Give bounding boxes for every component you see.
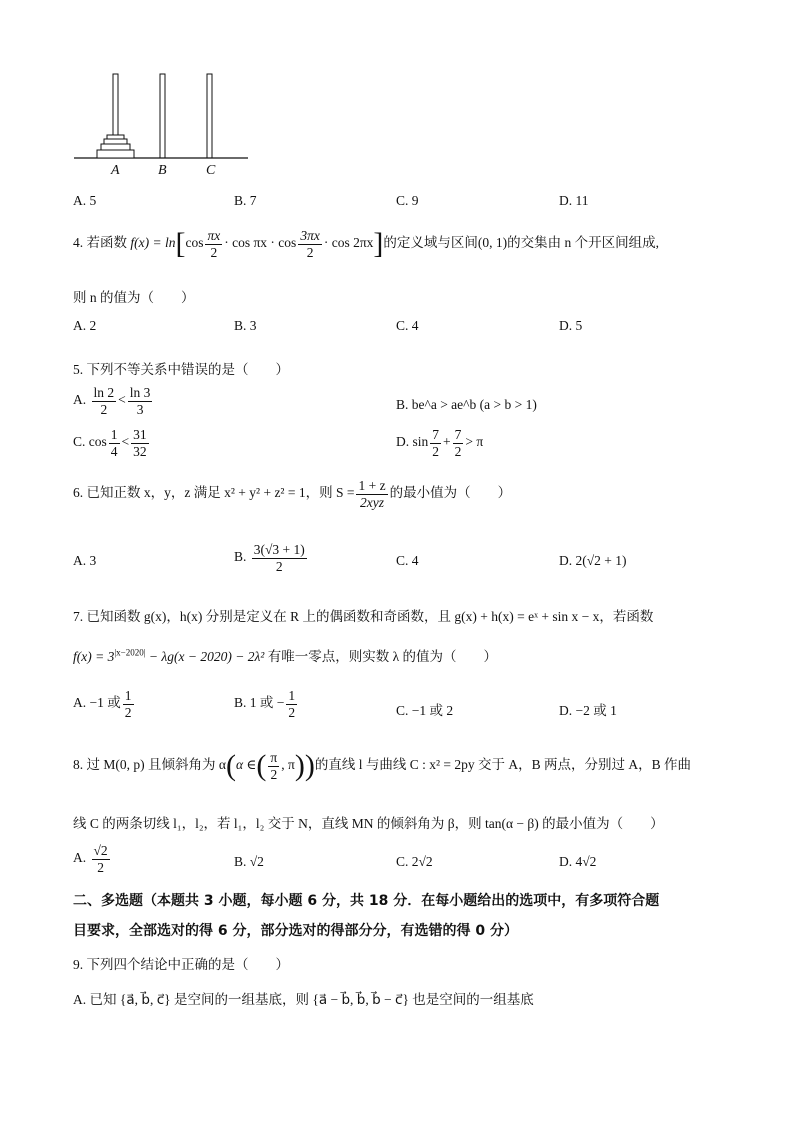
q6-option-b: B. $\frac{3(√3 + 1)}{2}$ xyxy=(234,542,305,574)
q5-option-a: A. $\frac{\ln 2}{2}$ < $\frac{\ln 3}{3}$ xyxy=(73,385,151,417)
q7-option-c: C. −1 或 2 xyxy=(396,703,454,718)
q9-stem: 9. 下列四个结论中正确的是（ ） xyxy=(73,957,289,972)
q3-option-d: D. 11 xyxy=(559,193,589,208)
peg-label-b: B xyxy=(158,163,167,178)
q7-line1: 7. 已知函数 g(x)，h(x) 分别是定义在 R 上的偶函数和奇函数，且 g(x) + h(x) = eˣ + sin x − x，若函数 xyxy=(73,609,654,624)
q4-line2: 则 n 的值为（ ） xyxy=(73,290,195,305)
peg-c xyxy=(207,74,212,158)
peg-label-c: C xyxy=(206,163,216,178)
disk xyxy=(104,139,127,144)
disk xyxy=(97,150,134,158)
q8-line2: 线 C 的两条切线 l₁，l₂，若 l₁，l₂ 交于 N，直线 MN 的倾斜角为 β，则 tan(α − β) 的最小值为（ ） xyxy=(73,816,664,831)
q8-option-b: B. √2 xyxy=(234,854,264,869)
section2-heading-line2: 目要求，全部选对的得 6 分，部分选对的得部分分，有选错的得 0 分） xyxy=(73,923,518,939)
hanoi-figure xyxy=(70,70,255,180)
q4-option-c: C. 4 xyxy=(396,318,419,333)
q6-stem: 6. 已知正数 x，y，z 满足 x² + y² + z² = 1，则 S = $\frac{1 + z}{\text{2xyz}}$ 的最小值为（ ） xyxy=(73,478,512,510)
q8-stem: 8. 过 M(0, p) 且倾斜角为 α(α ∈( $\frac{\pi}{2}$ , π))的直线 l 与曲线 C : x² = 2py 交于 A，B 两点，分别过 A，B 作曲 xyxy=(73,749,692,783)
q6-option-c: C. 4 xyxy=(396,553,419,568)
disk xyxy=(101,144,130,150)
q6-option-d: D. 2(√2 + 1) xyxy=(559,553,627,568)
q7-line2: $f(x) = 3^{|x-2020|} - \lambda g(x - 2020) - 2\lambda^2$ 有唯一零点，则实数 λ 的值为（ ） xyxy=(73,647,498,664)
q3-option-a: A. 5 xyxy=(73,193,97,208)
q4-option-a: A. 2 xyxy=(73,318,97,333)
q4-stem: 4. 若函数 f(x) = ln[cos $\frac{\pi x}{2}$ · cos πx · cos $\frac{3\pi x}{2}$ · cos 2πx]的定义域与区间(0, 1)的交集由 n 个开区间组成, xyxy=(73,227,660,261)
q5-option-c: C. cos $\frac{1}{4}$ < $\frac{31}{32}$ xyxy=(73,427,147,459)
q4-option-d: D. 5 xyxy=(559,318,583,333)
q8-option-d: D. 4√2 xyxy=(559,854,597,869)
q7-option-a: A. −1 或 $\frac{1}{2}$ xyxy=(73,688,132,720)
q5-stem: 5. 下列不等关系中错误的是（ ） xyxy=(73,362,289,377)
q5-option-d: D. sin $\frac{7}{2}$ + $\frac{7}{2}$ > π xyxy=(396,427,484,459)
q9-option-a: A. 已知 {a⃗, b⃗, c⃗} 是空间的一组基底，则 {a⃗ − b⃗, b⃗, b⃗ − c⃗} 也是空间的一组基底 xyxy=(73,992,534,1007)
q6-option-a: A. 3 xyxy=(73,553,97,568)
q7-option-b: B. 1 或 − $\frac{1}{2}$ xyxy=(234,688,296,720)
section2-heading-line1: 二、多选题（本题共 3 小题，每小题 6 分，共 18 分．在每小题给出的选项中，有多项符合题 xyxy=(73,893,660,909)
q3-option-b: B. 7 xyxy=(234,193,257,208)
q5-option-b: B. be^a > ae^b (a > b > 1) xyxy=(396,397,537,412)
q8-option-a: A. $\frac{√2}{2}$ xyxy=(73,843,108,875)
peg-b xyxy=(160,74,165,158)
peg-label-a: A xyxy=(111,163,120,178)
q8-option-c: C. 2√2 xyxy=(396,854,433,869)
q7-option-d: D. −2 或 1 xyxy=(559,703,617,718)
disk xyxy=(107,135,124,139)
q3-option-c: C. 9 xyxy=(396,193,419,208)
q4-option-b: B. 3 xyxy=(234,318,257,333)
